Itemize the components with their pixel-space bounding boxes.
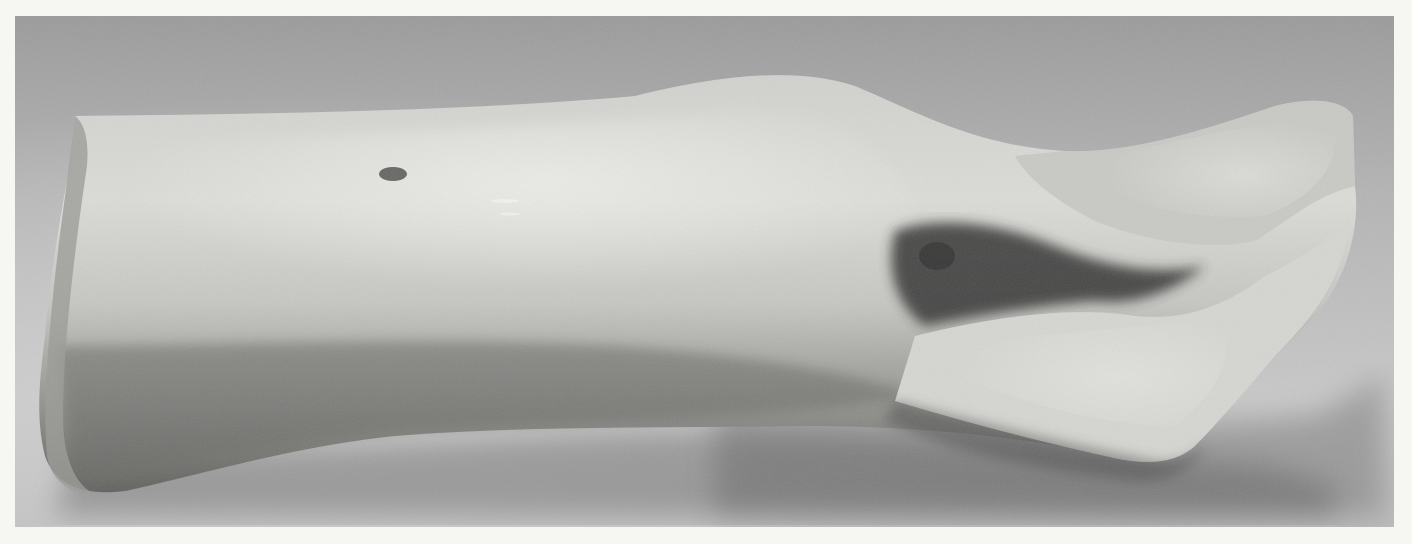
bone-photograph	[15, 16, 1394, 527]
photo-frame	[15, 16, 1394, 527]
